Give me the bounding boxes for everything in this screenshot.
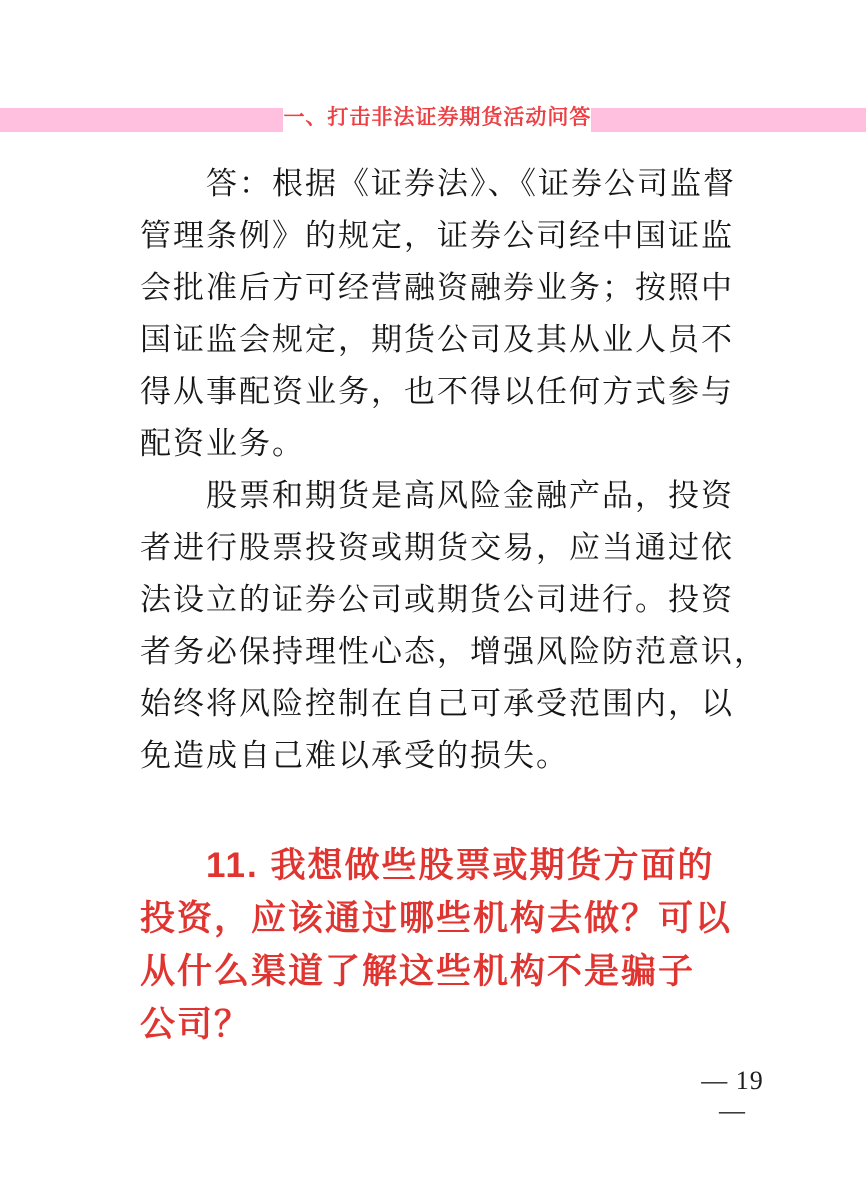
text-line: 管理条例》的规定，证券公司经中国证监 [140, 218, 734, 253]
text-line: 始终将风险控制在自己可承受范围内，以 [140, 686, 734, 721]
text-line: 者进行股票投资或期货交易，应当通过依 [140, 530, 734, 565]
page-number: — 19 — [701, 1066, 764, 1125]
text-line: 从什么渠道了解这些机构不是骗子 [140, 952, 696, 991]
chapter-title: 一、打击非法证券期货活动问答 [283, 106, 592, 129]
header-band-right [591, 108, 866, 132]
text-line: 股票和期货是高风险金融产品，投资 [206, 478, 734, 513]
text-line: 公司？ [140, 1005, 252, 1044]
header-band-left [0, 108, 283, 132]
text-line: 得从事配资业务，也不得以任何方式参与 [140, 374, 734, 409]
text-line: 答：根据《证券法》、《证券公司监督 [206, 166, 736, 201]
text-line: 法设立的证券公司或期货公司进行。投资 [140, 582, 734, 617]
text-line: 国证监会规定，期货公司及其从业人员不 [140, 322, 734, 357]
text-line: 配资业务。 [140, 426, 305, 461]
answer-body [140, 158, 767, 782]
answer-paragraph-2 [140, 470, 767, 782]
text-line: 免造成自己难以承受的损失。 [140, 738, 569, 773]
answer-paragraph-1 [140, 158, 740, 470]
text-line: 11. 我想做些股票或期货方面的 [206, 846, 715, 885]
chapter-header [0, 108, 866, 132]
text-line: 者务必保持理性心态，增强风险防范意识， [140, 634, 767, 669]
text-line: 投资，应该通过哪些机构去做？可以 [140, 899, 733, 938]
question-heading [140, 839, 745, 1051]
text-line: 会批准后方可经营融资融券业务；按照中 [140, 270, 734, 305]
